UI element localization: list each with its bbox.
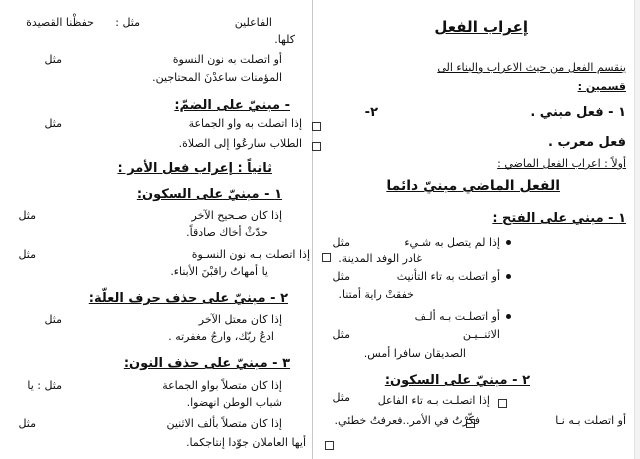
nun-rule-1: إذا كان متصلاً بواو الجماعة bbox=[162, 379, 282, 392]
fatha-example-1: غادر الوفد المدينة. bbox=[338, 252, 422, 265]
nun-example-1: شباب الوطن انهضوا. bbox=[186, 396, 282, 409]
past-heading: أولاً : اعراب الفعل الماضي : bbox=[497, 157, 626, 170]
line-kulluha: كلها. bbox=[274, 33, 295, 46]
part1-heading: ١ - فعل مبني . bbox=[530, 105, 626, 120]
mithal-label: مثل bbox=[332, 328, 350, 341]
part2-marker: ٢- bbox=[364, 105, 378, 120]
nun-example-2: أيها العاملان جوّدا إنتاجكما. bbox=[186, 436, 306, 449]
sections-label: قسمين : bbox=[577, 80, 626, 93]
bullet-icon bbox=[506, 274, 511, 279]
mithal-label: مثل bbox=[18, 209, 36, 222]
mithal-label: مثل bbox=[18, 248, 36, 261]
niswa-example: المؤمنات ساعدْنَ المحتاجين. bbox=[152, 71, 282, 84]
amr-heading: ثانياً : إعراب فعل الأمر : bbox=[117, 161, 272, 176]
page-title: إعراب الفعل bbox=[434, 18, 528, 36]
bullet-icon bbox=[506, 240, 511, 245]
checkbox-icon bbox=[322, 253, 331, 262]
illa-heading: ٢ - مبنيّ على حذف حرف العلّة: bbox=[88, 291, 288, 306]
mithal-label: مثل bbox=[18, 417, 36, 430]
damm-example: الطلاب سارعُوا إلى الصلاة. bbox=[178, 137, 302, 150]
amr-sukun-rule-2: إذا اتصلت بـه نون النسـوة bbox=[191, 248, 310, 261]
amr-sukun-example-2: يا أمهاتُ راقبْنَ الأبناء. bbox=[170, 265, 268, 278]
mithal-label: مثل bbox=[332, 270, 350, 283]
page-edge bbox=[634, 0, 640, 459]
mithal-label: مثل : bbox=[115, 16, 140, 29]
mithal-label: مثل bbox=[332, 391, 350, 404]
nun-rule-2: إذا كان متصلاً بألف الاثنين bbox=[166, 417, 282, 430]
fatha-heading: ١ - مبني على الفتح : bbox=[492, 211, 626, 226]
fatha-rule-2: أو اتصلت به تاء التأنيث bbox=[396, 270, 500, 283]
mithal-label: مثل bbox=[44, 117, 62, 130]
sukun-rule-1: إذا اتصلـت بـه تاء الفاعل bbox=[377, 394, 490, 407]
example-top: حفظْنا القصيدة bbox=[26, 16, 94, 29]
amr-sukun-example-1: حدّثْ أخاك صادقاً. bbox=[186, 226, 268, 239]
mithal-label: مثل bbox=[332, 236, 350, 249]
checkbox-icon bbox=[312, 142, 321, 151]
mithal-label: مثل bbox=[44, 53, 62, 66]
nun-heading: ٣ - مبنيّ على حذف النون: bbox=[123, 356, 290, 371]
amr-sukun-rule-1: إذا كان صـحيح الآخر bbox=[191, 209, 282, 222]
column-divider bbox=[312, 0, 313, 459]
inflected-heading: فعل معرب . bbox=[548, 135, 626, 150]
amr-sukun-heading: ١ - مبنيّ على السكون: bbox=[136, 187, 282, 202]
checkbox-icon bbox=[325, 441, 334, 450]
illa-rule: إذا كان معتل الآخر bbox=[198, 313, 282, 326]
intro-line: ينقسم الفعل من حيث الاعراب والبناء الى bbox=[437, 61, 626, 74]
sukun-example-1: فكّرْتُ في الأمر..فعرفتُ خطئي. bbox=[334, 414, 480, 427]
past-rule: الفعل الماضي مبنيّ دائما bbox=[386, 178, 560, 194]
checkbox-icon bbox=[498, 399, 507, 408]
checkbox-icon bbox=[312, 122, 321, 131]
bullet-icon bbox=[506, 314, 511, 319]
mithal-label: مثل bbox=[44, 313, 62, 326]
fatha-rule-3b: الاثنــيـن bbox=[462, 328, 500, 341]
niswa-rule: أو اتصلت به نون النسوة bbox=[172, 53, 282, 66]
damm-rule: إذا اتصلت به واو الجماعة bbox=[188, 117, 302, 130]
fatha-rule-3a: أو اتصلـت بـه ألـف bbox=[414, 310, 500, 323]
line-faelin: الفاعلين bbox=[234, 16, 272, 29]
fatha-example-3: الصديقان سافرا أمس. bbox=[363, 347, 466, 360]
damm-heading: - مبنيّ على الضمّ: bbox=[174, 98, 290, 113]
sukun-rule-2: أو اتصلت بـه نـا bbox=[555, 414, 626, 427]
fatha-example-2: خفقتْ راية أمتنا. bbox=[338, 288, 414, 301]
illa-example: ادعُ ربّك، وارجُ مغفرته . bbox=[168, 330, 274, 343]
mithal-label: مثل : يا bbox=[27, 379, 62, 392]
sukun-heading: ٢ - مبنيّ على السكون: bbox=[384, 373, 530, 388]
fatha-rule-1: إذا لم يتصل به شـيء bbox=[404, 236, 500, 249]
